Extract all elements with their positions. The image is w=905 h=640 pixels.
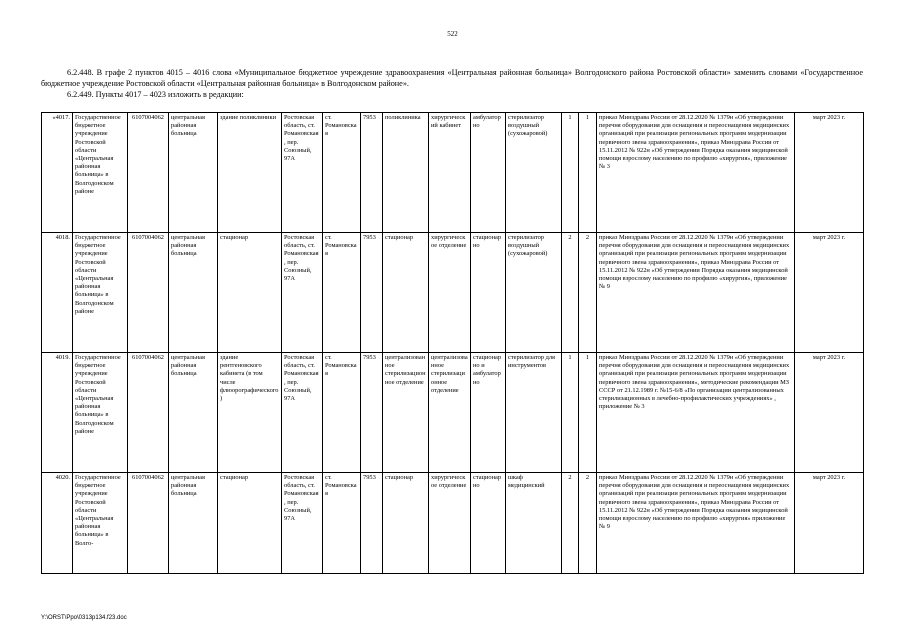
building-cell: стационар xyxy=(218,473,282,574)
unit-cell: стационар xyxy=(383,473,429,574)
organization-cell: Государственное бюджетное учреждение Ростовской области «Центральная районная больница» в Волгодонском районе xyxy=(73,113,128,233)
mode-cell: стационарно xyxy=(471,473,506,574)
mode-cell: стационарно xyxy=(471,233,506,353)
mode-cell: амбулаторно xyxy=(471,113,506,233)
code-cell: 6107004062 xyxy=(128,233,169,353)
address-cell: Ростовская область, ст. Романовская, пер. Союзный, 97А xyxy=(282,113,323,233)
code-cell: 6107004062 xyxy=(128,473,169,574)
quantity-required-cell: 2 xyxy=(562,233,579,353)
locality-cell: ст. Романовская xyxy=(323,113,361,233)
org-type-cell: центральная районная больница xyxy=(169,113,218,233)
quantity-available-cell: 2 xyxy=(579,473,597,574)
okato-cell: 7953 xyxy=(361,353,383,473)
table-row xyxy=(42,353,864,473)
locality-cell: ст. Романовская xyxy=(323,233,361,353)
okato-cell: 7953 xyxy=(361,113,383,233)
row-number: «4017. xyxy=(42,113,73,233)
organization-cell: Государственное бюджетное учреждение Ростовской области «Центральная районная больница» в Волгодонском районе xyxy=(73,353,128,473)
date-cell: март 2023 г. xyxy=(795,113,864,233)
department-cell: хирургический кабинет xyxy=(429,113,471,233)
locality-cell: ст. Романовская xyxy=(323,473,361,574)
address-cell: Ростовская область, ст. Романовская, пер. Союзный, 97А xyxy=(282,233,323,353)
code-cell: 6107004062 xyxy=(128,113,169,233)
unit-cell: стационар xyxy=(383,233,429,353)
basis-cell: приказ Минздрава России от 28.12.2020 № 1379н «Об утверждении перечня оборудования для оснащения и переоснащения медицинских организаций при реализации региональных программ модернизации первичного звена здравоохранения», приказ Минздрава России от 15.11.2012 № 922н «Об утверждении Порядка оказания медицинской помощи взрослому населению по профилю «хирургия», приложение № 9 xyxy=(597,233,795,353)
equipment-cell: стерилизатор для инструментов xyxy=(506,353,562,473)
file-path-footer: Y:\ORST\Ppo\0313p134.f23.doc xyxy=(41,615,127,621)
equipment-cell: стерилизатор воздушный (сухожаровой) xyxy=(506,233,562,353)
okato-cell: 7953 xyxy=(361,233,383,353)
address-cell: Ростовская область, ст. Романовская, пер. Союзный, 97А xyxy=(282,353,323,473)
row-number: 4020. xyxy=(42,473,73,574)
table-row xyxy=(42,233,864,353)
organization-cell: Государственное бюджетное учреждение Ростовской области «Центральная районная больница» в Волгодонском районе xyxy=(73,233,128,353)
quantity-required-cell: 1 xyxy=(562,353,579,473)
building-cell: здание рентгеновского кабинета (в том числе флюорографического) xyxy=(218,353,282,473)
org-type-cell: центральная районная больница xyxy=(169,353,218,473)
date-cell: март 2023 г. xyxy=(795,473,864,574)
department-cell: централизованное стерилизационное отделение xyxy=(429,353,471,473)
okato-cell: 7953 xyxy=(361,473,383,574)
table-row xyxy=(42,473,864,574)
quantity-available-cell: 2 xyxy=(579,233,597,353)
equipment-table xyxy=(41,112,864,574)
date-cell: март 2023 г. xyxy=(795,353,864,473)
table-row xyxy=(42,113,864,233)
building-cell: стационар xyxy=(218,233,282,353)
mode-cell: стационарно и амбулаторно xyxy=(471,353,506,473)
date-cell: март 2023 г. xyxy=(795,233,864,353)
quantity-available-cell: 1 xyxy=(579,113,597,233)
basis-cell: приказ Минздрава России от 28.12.2020 № 1379н «Об утверждении перечня оборудования для оснащения и переоснащения медицинских организаций при реализации региональных программ модернизации первичного звена здравоохранения», приказ Минздрава России от 15.11.2012 № 922н «Об утверждении Порядка оказания медицинской помощи взрослому населению по профилю «хирургия», приложение № 3 xyxy=(597,113,795,233)
page-number: 522 xyxy=(447,30,458,38)
row-number: 4019. xyxy=(42,353,73,473)
building-cell: здание поликлиники xyxy=(218,113,282,233)
paragraph-6-2-448: 6.2.448. В графе 2 пунктов 4015 – 4016 слова «Муниципальное бюджетное учреждение здравоохранения «Центральная районная больница» Волгодонского района Ростовской области» заменить словами «Государственное бюджетное учреждение Ростовской области «Центральная районная больница» в Волгодонском районе». xyxy=(41,68,863,88)
locality-cell: ст. Романовская xyxy=(323,353,361,473)
quantity-available-cell: 1 xyxy=(579,353,597,473)
quantity-required-cell: 2 xyxy=(562,473,579,574)
organization-cell: Государственное бюджетное учреждение Ростовской области «Центральная районная больница» в Волго- xyxy=(73,473,128,574)
unit-cell: поликлиника xyxy=(383,113,429,233)
org-type-cell: центральная районная больница xyxy=(169,233,218,353)
unit-cell: централизованное стерилизационное отделение xyxy=(383,353,429,473)
address-cell: Ростовская область, ст. Романовская, пер. Союзный, 97А xyxy=(282,473,323,574)
equipment-cell: шкаф медицинский xyxy=(506,473,562,574)
paragraph-6-2-449: 6.2.449. Пункты 4017 – 4023 изложить в редакции: xyxy=(67,90,244,99)
department-cell: хирургическое отделение xyxy=(429,233,471,353)
code-cell: 6107004062 xyxy=(128,353,169,473)
org-type-cell: центральная районная больница xyxy=(169,473,218,574)
equipment-cell: стерилизатор воздушный (сухожаровой) xyxy=(506,113,562,233)
row-number: 4018. xyxy=(42,233,73,353)
basis-cell: приказ Минздрава России от 28.12.2020 № 1379н «Об утверждении перечня оборудования для оснащения и переоснащения медицинских организаций при реализации региональных программ модернизации первичного звена здравоохранения», методические рекомендации МЗ СССР от 21.12.1989 г. №15-6/8 «По организации централизованных стерилизационных в лечебно-профилактических учреждениях» , приложение № 3 xyxy=(597,353,795,473)
basis-cell: приказ Минздрава России от 28.12.2020 № 1379н «Об утверждении перечня оборудования для оснащения и переоснащения медицинских организаций при реализации региональных программ модернизации первичного звена здравоохранения», приказ Минздрава России от 15.11.2012 № 922н «Об утверждении Порядка оказания медицинской помощи взрослому населению по профилю «хирургия» приложение № 9 xyxy=(597,473,795,574)
department-cell: хирургическое отделение xyxy=(429,473,471,574)
quantity-required-cell: 1 xyxy=(562,113,579,233)
